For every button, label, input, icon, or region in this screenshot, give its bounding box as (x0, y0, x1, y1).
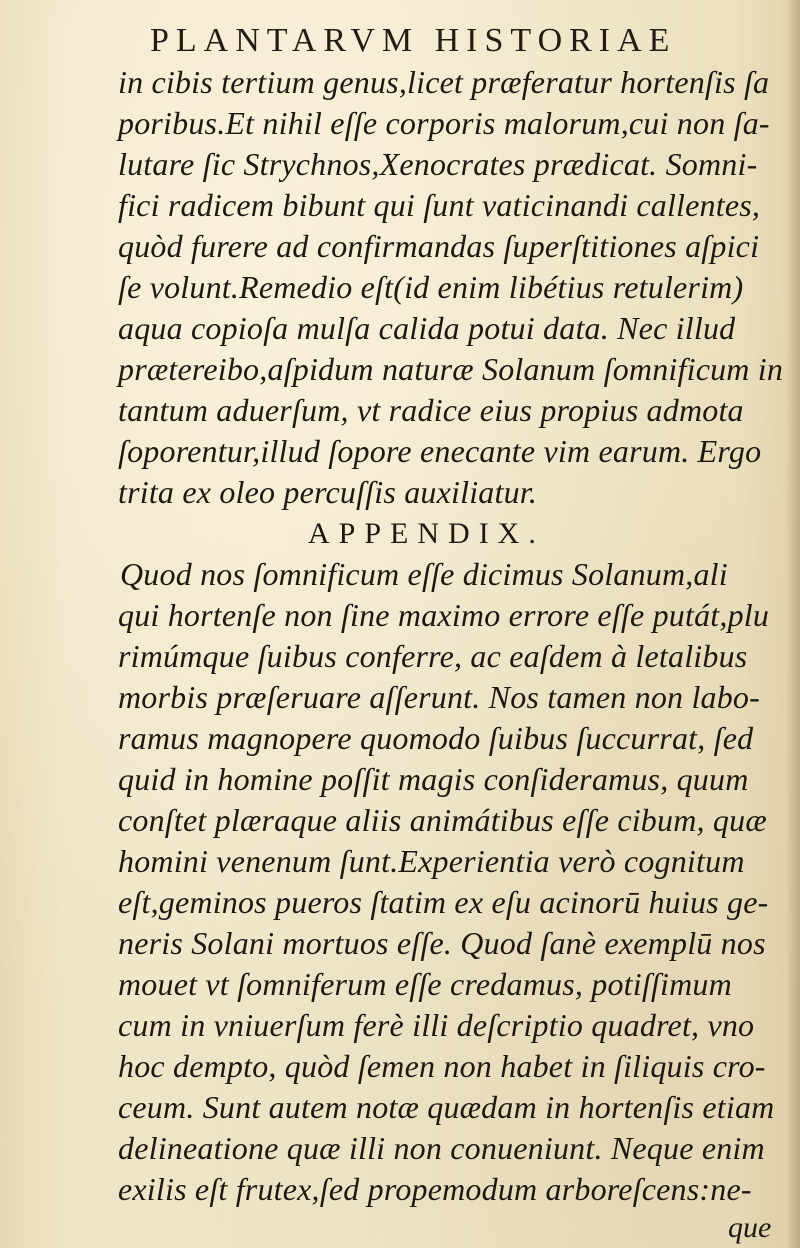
appendix-line: mouet vt ſomniferum eſſe credamus, potiſſimum (118, 966, 732, 1002)
appendix-line: ramus magnopere quomodo ſuibus ſuccurrat, ſed (118, 720, 754, 756)
text-line: quòd furere ad confirmandas ſuperſtitiones aſpici (118, 228, 760, 264)
text-line: aqua copioſa mulſa calida potui data. Nec illud (118, 310, 736, 346)
running-head: PLANTARVM HISTORIAE (150, 22, 677, 59)
appendix-line: neris Solani mortuos eſſe. Quod ſanè exemplū nos (118, 925, 766, 961)
section-heading: APPENDIX. (308, 517, 545, 550)
appendix-line: morbis præſeruare aſſerunt. Nos tamen non labo- (118, 679, 760, 715)
appendix-line: hoc dempto, quòd ſemen non habet in ſiliquis cro- (118, 1048, 766, 1084)
catchword: que (728, 1211, 772, 1244)
text-line: tantum aduerſum, vt radice eius propius admota (118, 392, 744, 428)
text-line: fici radicem bibunt qui ſunt vaticinandi callentes, (118, 187, 761, 223)
appendix-line: cum in vniuerſum ferè illi deſcriptio quadret, vno (118, 1007, 755, 1043)
appendix-line: exilis eſt frutex,ſed propemodum arboreſcens:ne- (118, 1171, 752, 1207)
appendix-line: Quod nos ſomnificum eſſe dicimus Solanum,ali (120, 556, 728, 592)
text-line: ſe volunt.Remedio eſt(id enim libétius retulerim) (118, 269, 744, 305)
text-line: poribus.Et nihil eſſe corporis malorum,cui non ſa- (118, 105, 770, 141)
appendix-line: qui hortenſe non ſine maximo errore eſſe putát,plu (118, 597, 770, 633)
appendix-line: conſtet plæraque aliis animátibus eſſe cibum, quæ (118, 802, 767, 838)
appendix-line: rimúmque ſuibus conferre, ac eaſdem à letalibus (118, 638, 748, 674)
text-line: prætereibo,aſpidum naturæ Solanum ſomnificum in (118, 351, 784, 387)
appendix-line: quid in homine poſſit magis conſideramus, quum (118, 761, 749, 797)
appendix-line: homini venenum ſunt.Experientia verò cognitum (118, 843, 745, 879)
text-line: lutare ſic Strychnos,Xenocrates prædicat. Somni- (118, 146, 758, 182)
body-text (118, 62, 798, 1246)
appendix-line: eſt,geminos pueros ſtatim ex eſu acinorū huius ge- (118, 884, 769, 920)
appendix-line: delineatione quæ illi non conueniunt. Neque enim (118, 1130, 765, 1166)
appendix-line: ceum. Sunt autem notæ quædam in hortenſis etiam (118, 1089, 775, 1125)
text-line: in cibis tertium genus,licet præferatur hortenſis ſa (118, 64, 770, 100)
text-line: ſoporentur,illud ſopore enecante vim earum. Ergo (118, 433, 762, 469)
text-line: trita ex oleo percuſſis auxiliatur. (118, 474, 538, 510)
